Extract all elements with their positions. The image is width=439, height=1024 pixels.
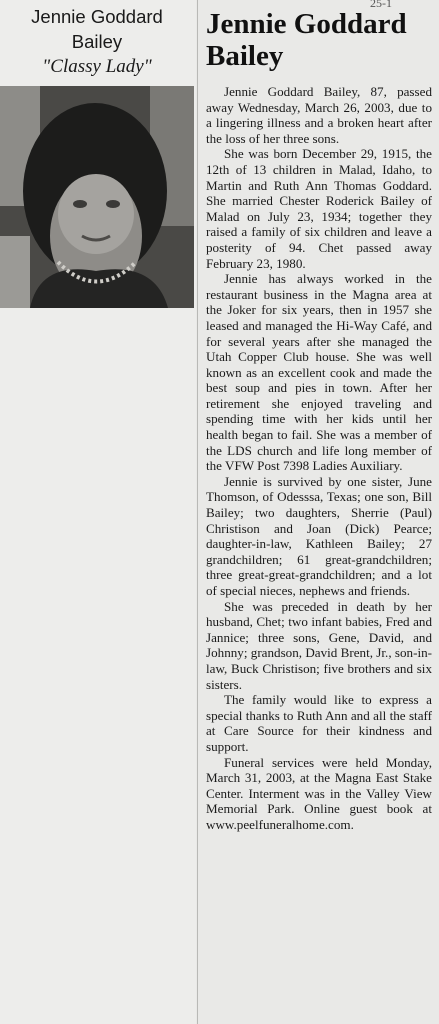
name-line-2: Bailey bbox=[71, 31, 123, 52]
paragraph-birth: She was born December 29, 1915, the 12th of 13 children in Malad, Idaho, to Martin and Ruth Ann Thomas Goddard. She married Chester Roderick Bailey of Malad on July 23, 1934; together they raised a family of six children and leave a posterity of 94. Chet passed away February 23, 1980. bbox=[206, 146, 432, 271]
portrait-photo-illustration bbox=[0, 86, 194, 308]
headline-line-2: Bailey bbox=[206, 40, 284, 72]
paragraph-survivors: Jennie is survived by one sister, June Thomson, of Odesssa, Texas; one son, Bill Bailey; two daughters, Sherrie (Paul) Christison and Joan (Dick) Pearce; daughter-in-law, Kathleen Bailey; 27 grandchildren; 61 great-grandchildren; three great-great-grandchildren; and a lot of special nieces, nephews and friends. bbox=[206, 473, 432, 598]
paragraph-preceded: She was preceded in death by her husband, Chet; two infant babies, Fred and Jannice; three sons, Gene, David, and Johnny; grandson, David Brent, Jr., son-in-law, Buck Christison; five brothers and six sisters. bbox=[206, 598, 432, 692]
headline-line-1: Jennie Goddard bbox=[206, 8, 407, 40]
paragraph-thanks: The family would like to express a special thanks to Ruth Ann and all the staff at Care Source for their kindness and support. bbox=[206, 692, 432, 754]
paragraph-services: Funeral services were held Monday, March 31, 2003, at the Magna East Stake Center. Interment was in the Valley View Memorial Park. Online guest book at www.peelfuneralhome.com. bbox=[206, 754, 432, 832]
portrait-photo bbox=[0, 86, 194, 308]
corner-mark: 25-1 bbox=[370, 0, 392, 10]
name-caption bbox=[4, 4, 190, 80]
sidebar-column bbox=[0, 0, 196, 1024]
name-line-1: Jennie Goddard bbox=[31, 6, 163, 27]
nickname: "Classy Lady" bbox=[42, 56, 152, 77]
headline bbox=[206, 8, 432, 72]
paragraph-passing: Jennie Goddard Bailey, 87, passed away Wednesday, March 26, 2003, due to a lingering illness and a broken heart after the loss of her three sons. bbox=[206, 84, 432, 146]
column-divider bbox=[197, 0, 198, 1024]
paragraph-career: Jennie has always worked in the restaurant business in the Magna area at the Joker for six years, then in 1957 she leased and managed the Hi-Way Café, and for several years after she managed the Utah Copper Club house. She was well known as an excellent cook and made the best soup and pies in town. After her retirement she enjoyed traveling and spending time with her kids until her health began to fail. She was a member of the LDS church and life long member of the VFW Post 7398 Ladies Auxiliary. bbox=[206, 271, 432, 474]
obituary-article bbox=[206, 8, 432, 833]
